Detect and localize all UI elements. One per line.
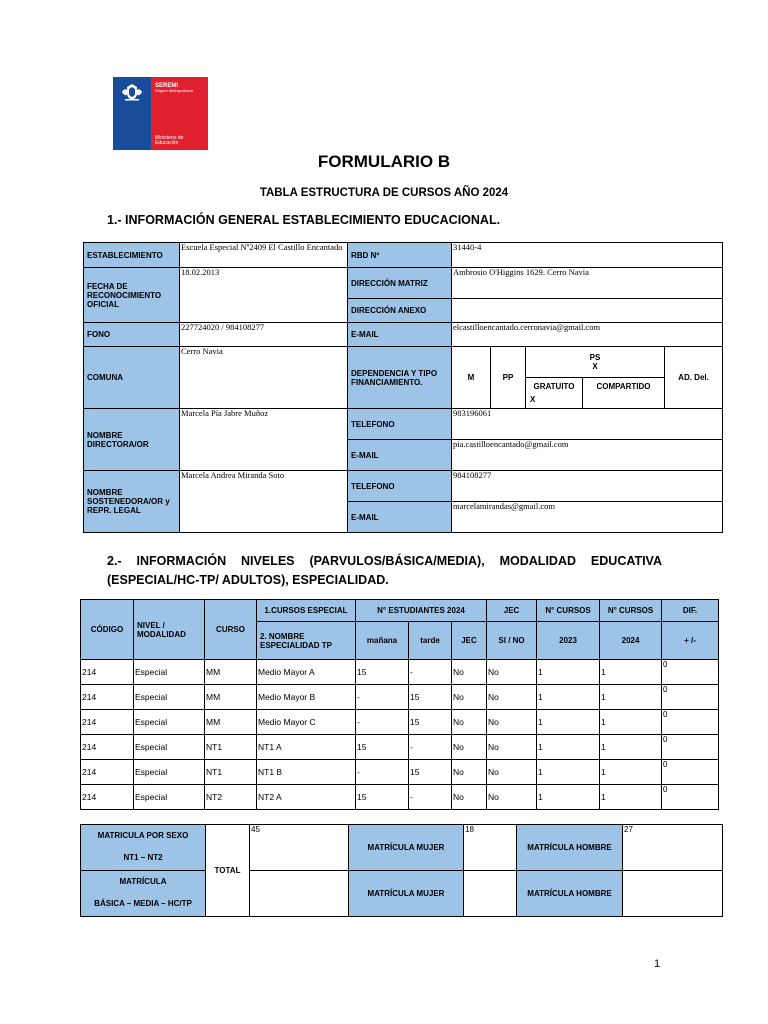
- cell-jec: No: [452, 760, 487, 785]
- cell-manana: -: [356, 685, 409, 710]
- cell-tarde: -: [409, 660, 452, 685]
- hombre-value: 27: [623, 825, 723, 871]
- directora-label: NOMBRE DIRECTORA/OR: [84, 409, 180, 471]
- email-sostenedora-value: marcelamirandas@gmail.com: [452, 502, 723, 533]
- col-codigo: CÓDIGO: [81, 600, 134, 660]
- cell-codigo: 214: [81, 785, 134, 810]
- gratuito-mark: X: [530, 395, 536, 404]
- cell-especial: NT1 B: [257, 760, 356, 785]
- fecha-value: 18.02.2013: [180, 268, 348, 323]
- direccion-matriz-label: DIRECCIÓN MATRIZ: [348, 268, 452, 299]
- cell-nivel: Especial: [134, 735, 205, 760]
- matricula-sexo-text: MATRICULA POR SEXO: [97, 831, 189, 840]
- cell-jec-sino: No: [487, 760, 537, 785]
- ps-mark: X: [592, 362, 598, 371]
- table-row: [81, 760, 719, 785]
- total-value: 45: [250, 825, 349, 871]
- levels-table: [80, 599, 719, 810]
- ps-label: PS: [589, 353, 601, 362]
- cell-manana: -: [356, 760, 409, 785]
- matricula-table: [80, 824, 723, 917]
- cell-nivel: Especial: [134, 785, 205, 810]
- cell-tarde: 15: [409, 685, 452, 710]
- col-nivel: NIVEL / MODALIDAD: [134, 600, 205, 660]
- direccion-anexo-label: DIRECCIÓN ANEXO: [348, 299, 452, 323]
- cell-especial: Medio Mayor A: [257, 660, 356, 685]
- col-ncursos-2023: N° CURSOS: [537, 600, 600, 622]
- col-cursos-especial: 1.CURSOS ESPECIAL: [257, 600, 356, 622]
- dependencia-ps: [526, 347, 665, 378]
- col-nombre-especialidad: 2. NOMBRE ESPECIALIDAD TP: [257, 622, 356, 660]
- cell-dif: 0: [662, 785, 719, 810]
- cell-especial: NT1 A: [257, 735, 356, 760]
- rbd-value: 31440-4: [452, 243, 723, 268]
- cell-tarde: -: [409, 735, 452, 760]
- page-number: 1: [654, 958, 661, 970]
- cell-nivel: Especial: [134, 760, 205, 785]
- table-row: [81, 660, 719, 685]
- cell-tarde: -: [409, 785, 452, 810]
- comuna-label: COMUNA: [84, 347, 180, 409]
- cell-manana: 15: [356, 660, 409, 685]
- cell-jec: No: [452, 735, 487, 760]
- general-info-table: [83, 242, 723, 533]
- col-plus-minus: + /-: [662, 622, 719, 660]
- col-ncursos-2024: N° CURSOS: [600, 600, 662, 622]
- cell-nivel: Especial: [134, 660, 205, 685]
- cell-especial: NT2 A: [257, 785, 356, 810]
- cell-c2023: 1: [537, 685, 600, 710]
- section-1-heading: 1.- INFORMACIÓN GENERAL ESTABLECIMIENTO EDUCACIONAL.: [107, 213, 501, 227]
- cell-c2023: 1: [537, 760, 600, 785]
- cell-jec: No: [452, 660, 487, 685]
- cell-codigo: 214: [81, 660, 134, 685]
- cell-dif: 0: [662, 760, 719, 785]
- establecimiento-label: ESTABLECIMIENTO: [84, 243, 180, 268]
- cell-jec: No: [452, 785, 487, 810]
- cell-manana: -: [356, 710, 409, 735]
- cell-curso: NT1: [205, 735, 257, 760]
- basica-text: BÁSICA – MEDIA – HC/TP: [94, 899, 192, 908]
- logo-red-band: [151, 77, 208, 150]
- telefono-directora-value: 983196061: [452, 409, 723, 440]
- table-row: [81, 710, 719, 735]
- direccion-anexo-value: [452, 299, 723, 323]
- logo-ministry-text: Ministerio de Educación: [155, 135, 184, 146]
- hombre-basica-value: [623, 871, 723, 917]
- cell-codigo: 214: [81, 760, 134, 785]
- cell-jec: No: [452, 710, 487, 735]
- cell-tarde: 15: [409, 760, 452, 785]
- section-2-heading: 2.- INFORMACIÓN NIVELES (PARVULOS/BÁSICA/MEDIA), MODALIDAD EDUCATIVA (ESPECIAL/HC-TP/ ADULTOS), ESPECIALIDAD.: [107, 554, 662, 587]
- cell-codigo: 214: [81, 685, 134, 710]
- cell-c2023: 1: [537, 710, 600, 735]
- cell-jec-sino: No: [487, 710, 537, 735]
- cell-especial: Medio Mayor B: [257, 685, 356, 710]
- cell-codigo: 214: [81, 735, 134, 760]
- cell-nivel: Especial: [134, 710, 205, 735]
- dependencia-ad-del: AD. Del.: [665, 347, 723, 409]
- total-basica-value: [250, 871, 349, 917]
- rbd-label: RBD Nº: [348, 243, 452, 268]
- mujer-value: 18: [464, 825, 517, 871]
- table-row: [81, 785, 719, 810]
- cell-manana: 15: [356, 785, 409, 810]
- cell-curso: MM: [205, 710, 257, 735]
- col-dif: DIF.: [662, 600, 719, 622]
- col-year-2024: 2024: [600, 622, 662, 660]
- dependencia-m: M: [452, 347, 491, 409]
- cell-curso: MM: [205, 685, 257, 710]
- telefono-sostenedora-value: 984108277: [452, 471, 723, 502]
- sostenedora-value: Marcela Andrea Miranda Soto: [180, 471, 348, 533]
- cell-c2024: 1: [600, 710, 662, 735]
- col-estudiantes: N° ESTUDIANTES 2024: [356, 600, 487, 622]
- cell-dif: 0: [662, 685, 719, 710]
- cell-dif: 0: [662, 735, 719, 760]
- col-jec-sub: JEC: [452, 622, 487, 660]
- col-year-2023: 2023: [537, 622, 600, 660]
- cell-c2023: 1: [537, 660, 600, 685]
- cell-curso: NT1: [205, 760, 257, 785]
- email-value: elcastilloencantado.cerronavia@gmail.com: [452, 323, 723, 347]
- mujer-basica-value: [464, 871, 517, 917]
- cell-especial: Medio Mayor C: [257, 710, 356, 735]
- logo-seremi-text: SEREMI: [155, 83, 179, 89]
- cell-jec-sino: No: [487, 785, 537, 810]
- telefono-sostenedora-label: TELEFONO: [348, 471, 452, 502]
- col-si-no: SI / NO: [487, 622, 537, 660]
- table-row: [81, 685, 719, 710]
- mujer-basica-label: MATRÍCULA MUJER: [349, 871, 464, 917]
- email-directora-label: E-MAIL: [348, 440, 452, 471]
- hombre-basica-label: MATRÍCULA HOMBRE: [517, 871, 623, 917]
- table-row: [81, 735, 719, 760]
- ps-compartido: COMPARTIDO: [583, 378, 665, 409]
- matricula-sexo-label: [81, 825, 206, 871]
- nt-text: NT1 – NT2: [123, 853, 163, 862]
- cell-tarde: 15: [409, 710, 452, 735]
- cell-c2024: 1: [600, 785, 662, 810]
- sostenedora-label: NOMBRE SOSTENEDORA/OR y REPR. LEGAL: [84, 471, 180, 533]
- dependencia-pp: PP: [491, 347, 526, 409]
- matricula-text: MATRÍCULA: [119, 877, 167, 886]
- gratuito-label: GRATUITO: [533, 382, 575, 391]
- logo-region-text: Región Metropolitana: [155, 88, 194, 93]
- matricula-basica-label: [81, 871, 206, 917]
- directora-value: Marcela Pía Jabre Muñoz: [180, 409, 348, 471]
- cell-jec-sino: No: [487, 685, 537, 710]
- cell-c2023: 1: [537, 735, 600, 760]
- email-sostenedora-label: E-MAIL: [348, 502, 452, 533]
- fono-label: FONO: [84, 323, 180, 347]
- email-label: E-MAIL: [348, 323, 452, 347]
- cell-c2023: 1: [537, 785, 600, 810]
- mujer-label: MATRÍCULA MUJER: [349, 825, 464, 871]
- col-manana: mañana: [356, 622, 409, 660]
- cell-dif: 0: [662, 710, 719, 735]
- comuna-value: Cerro Navia: [180, 347, 348, 409]
- cell-dif: 0: [662, 660, 719, 685]
- cell-manana: 15: [356, 735, 409, 760]
- logo-blue-band: [113, 77, 151, 150]
- cell-codigo: 214: [81, 710, 134, 735]
- cell-c2024: 1: [600, 685, 662, 710]
- dependencia-label: DEPENDENCIA Y TIPO FINANCIAMIENTO.: [348, 347, 452, 409]
- cell-curso: MM: [205, 660, 257, 685]
- seremi-logo: [113, 77, 208, 150]
- telefono-directora-label: TELEFONO: [348, 409, 452, 440]
- cell-c2024: 1: [600, 735, 662, 760]
- coat-of-arms-icon: [120, 82, 144, 102]
- establecimiento-value: Escuela Especial Nº2409 El Castillo Encantado: [180, 243, 348, 268]
- cell-jec: No: [452, 685, 487, 710]
- col-tarde: tarde: [409, 622, 452, 660]
- cell-jec-sino: No: [487, 735, 537, 760]
- page-subtitle: TABLA ESTRUCTURA DE CURSOS AÑO 2024: [259, 187, 509, 199]
- col-curso: CURSO: [205, 600, 257, 660]
- total-label: TOTAL: [206, 825, 250, 917]
- cell-curso: NT2: [205, 785, 257, 810]
- fecha-label: FECHA DE RECONOCIMIENTO OFICIAL: [84, 268, 180, 323]
- cell-c2024: 1: [600, 760, 662, 785]
- ps-gratuito: [526, 378, 583, 409]
- cell-c2024: 1: [600, 660, 662, 685]
- page-title: FORMULARIO B: [317, 152, 451, 171]
- fono-value: 227724020 / 984108277: [180, 323, 348, 347]
- hombre-label: MATRÍCULA HOMBRE: [517, 825, 623, 871]
- cell-jec-sino: No: [487, 660, 537, 685]
- col-jec: JEC: [487, 600, 537, 622]
- direccion-matriz-value: Ambrosio O'Higgins 1629. Cerro Navia: [452, 268, 723, 299]
- email-directora-value: pia.castilloencantado@gmail.com: [452, 440, 723, 471]
- cell-nivel: Especial: [134, 685, 205, 710]
